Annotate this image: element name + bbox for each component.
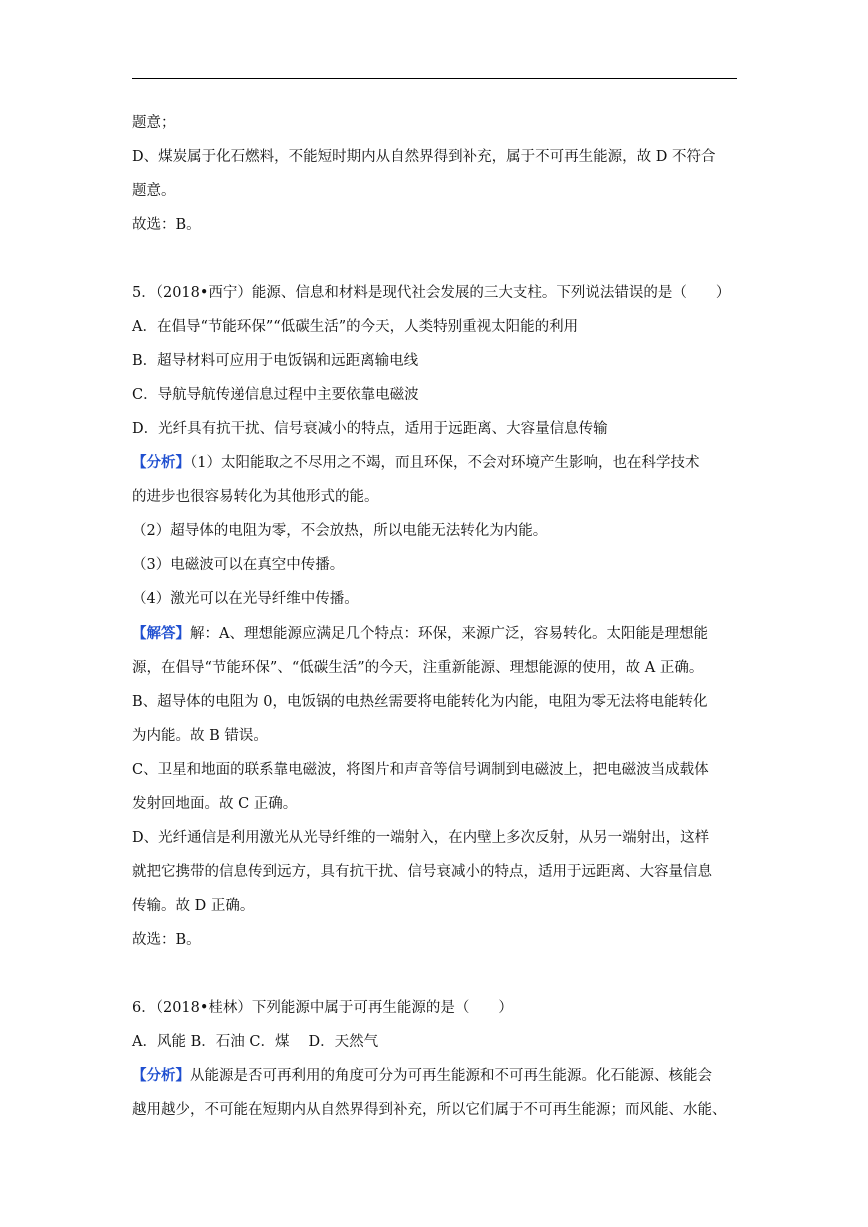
answer-line: 故选：B。 [132,217,201,233]
solution-tag: 【解答】 [132,625,190,642]
solution-line: B、超导体的电阻为 0，电饭锅的电热丝需要将电能转化为内能，电阻为零无法将电能转化 [132,694,708,710]
header-rule [132,78,737,79]
analysis-line: 的进步也很容易转化为其他形式的能。 [132,489,379,505]
solution-line: 传输。故 D 正确。 [132,898,255,914]
analysis-line: 越用越少，不可能在短期内从自然界得到补充，所以它们属于不可再生能源；而风能、水能、 [132,1102,727,1118]
option-d: D．光纤具有抗干扰、信号衰减小的特点，适用于远距离、大容量信息传输 [132,421,608,437]
solution-line: 就把它携带的信息传到远方，具有抗干扰、信号衰减小的特点，适用于远距离、大容量信息 [132,864,712,880]
solution-line: D、光纤通信是利用激光从光导纤维的一端射入，在内壁上多次反射，从另一端射出，这样 [132,830,710,846]
solution-line: 发射回地面。故 C 正确。 [132,796,298,812]
solution-line: C、卫星和地面的联系靠电磁波，将图片和声音等信号调制到电磁波上，把电磁波当成载体 [132,762,709,778]
question-6-stem: 6．（2018•桂林）下列能源中属于可再生能源的是（ ） [132,1000,513,1016]
analysis-line: （3）电磁波可以在真空中传播。 [132,557,345,573]
question-6-options: A．风能 B．石油 C．煤 D．天然气 [132,1034,379,1050]
answer-line: 故选：B。 [132,932,201,948]
text-line: 题意。 [132,183,176,199]
analysis-text: （1）太阳能取之不尽用之不竭，而且环保，不会对环境产生影响，也在科学技术 [190,455,700,471]
analysis-line: （2）超导体的电阻为零，不会放热，所以电能无法转化为内能。 [132,523,548,539]
analysis-line: （4）激光可以在光导纤维中传播。 [132,591,359,607]
option-c: C．导航导航传递信息过程中主要依靠电磁波 [132,387,419,403]
text-line: D、煤炭属于化石燃料，不能短时期内从自然界得到补充，属于不可再生能源，故 D 不符合 [132,149,716,165]
text-line: 题意； [132,115,176,131]
analysis-line [132,1066,742,1086]
analysis-text: 从能源是否可再利用的角度可分为可再生能源和不可再生能源。化石能源、核能会 [190,1068,712,1084]
question-5-stem: 5．（2018•西宁）能源、信息和材料是现代社会发展的三大支柱。下列说法错误的是（ ） [132,285,731,301]
analysis-tag: 【分析】 [132,454,190,471]
option-a: A．在倡导“节能环保”“低碳生活”的今天，人类特别重视太阳能的利用 [132,319,579,335]
solution-line: 源，在倡导“节能环保”、“低碳生活”的今天，注重新能源、理想能源的使用，故 A 正确。 [132,660,704,676]
solution-text: 解：A、理想能源应满足几个特点：环保，来源广泛，容易转化。太阳能是理想能 [190,626,708,642]
analysis-line [132,453,742,473]
option-b: B．超导材料可应用于电饭锅和远距离输电线 [132,353,419,369]
solution-line: 为内能。故 B 错误。 [132,728,268,744]
analysis-tag: 【分析】 [132,1067,190,1084]
solution-line [132,624,742,644]
